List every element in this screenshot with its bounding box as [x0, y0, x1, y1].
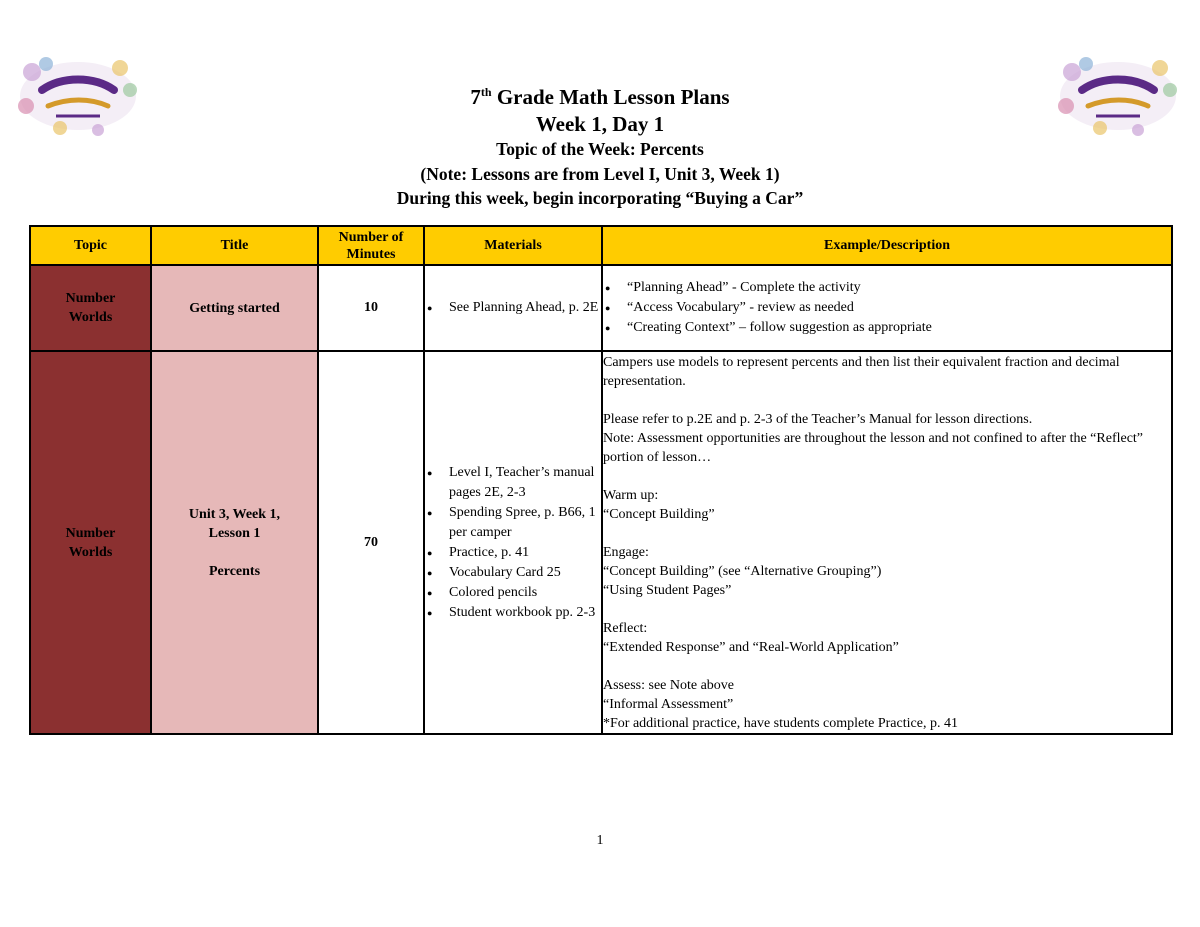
list-item: ● See Planning Ahead, p. 2E — [425, 298, 601, 318]
warm-label: Warm up: — [603, 488, 659, 503]
header-topic: Topic — [30, 226, 151, 265]
list-item: ● Vocabulary Card 25 — [425, 563, 601, 583]
table-row — [30, 265, 1172, 351]
engage-item: “Concept Building” (see “Alternative Grouping”) — [603, 564, 882, 579]
list-item: ● “Creating Context” – follow suggestion as appropriate — [603, 318, 1171, 338]
lesson-plan-table — [29, 225, 1173, 735]
reflect-item: “Extended Response” and “Real-World Application” — [603, 640, 899, 655]
grade-number: 7 — [470, 85, 481, 109]
header-minutes-line2: Minutes — [346, 246, 396, 262]
list-item: ● Colored pencils — [425, 583, 601, 603]
title-line2: Lesson 1 — [208, 525, 261, 541]
title-line1: Unit 3, Week 1, — [188, 506, 281, 522]
topic-line2: Worlds — [68, 544, 113, 560]
header-minutes-line1: Number of — [338, 229, 404, 245]
list-item: ● “Planning Ahead” - Complete the activity — [603, 278, 1171, 298]
example-text — [603, 353, 1171, 733]
engage-item: “Using Student Pages” — [603, 583, 732, 598]
engage-label: Engage: — [603, 545, 649, 560]
topic-line2: Worlds — [68, 310, 113, 325]
topic-line1: Number — [65, 525, 116, 541]
header-title: Title — [151, 226, 318, 265]
assess-label: Assess: see Note above — [603, 678, 735, 693]
topic-of-week: Topic of the Week: Percents — [496, 139, 704, 159]
page-title — [0, 78, 1200, 111]
materials-list — [425, 298, 601, 318]
example-cell — [602, 351, 1172, 734]
header-example: Example/Description — [602, 226, 1172, 265]
refer-text: Please refer to p.2E and p. 2-3 of the Teacher’s Manual for lesson directions. — [603, 412, 1033, 427]
header-materials: Materials — [424, 226, 602, 265]
list-item: ● Practice, p. 41 — [425, 543, 601, 563]
list-item: ● “Access Vocabulary” - review as needed — [603, 298, 1171, 318]
incorporating-note: During this week, begin incorporating “Buying a Car” — [396, 188, 804, 208]
week-day: Week 1, Day 1 — [535, 112, 665, 136]
example-cell — [602, 265, 1172, 351]
materials-list — [425, 463, 601, 623]
note-text: Note: Assessment opportunities are throughout the lesson and not confined to after the “Reflect” portion of lesson… — [603, 431, 1144, 465]
topic-line1: Number — [65, 291, 116, 306]
example-list — [603, 278, 1171, 338]
list-item: ● Spending Spree, p. B66, 1 per camper — [425, 503, 601, 543]
topic-cell — [30, 265, 151, 351]
header-minutes — [318, 226, 424, 265]
lesson-note: (Note: Lessons are from Level I, Unit 3, Week 1) — [420, 163, 780, 184]
title-cell — [151, 351, 318, 734]
extra-practice: *For additional practice, have students complete Practice, p. 41 — [603, 716, 958, 731]
page-number: 1 — [596, 833, 604, 848]
title-line3: Percents — [208, 563, 261, 579]
materials-cell — [424, 351, 602, 734]
list-item: ● Level I, Teacher’s manual pages 2E, 2-3 — [425, 463, 601, 503]
assess-item: “Informal Assessment” — [603, 697, 734, 712]
page-header — [0, 78, 1200, 211]
grade-suffix: th — [480, 85, 492, 99]
materials-cell — [424, 265, 602, 351]
intro-text: Campers use models to represent percents and then list their equivalent fraction and decimal representation. — [603, 355, 1120, 389]
title-cell: Getting started — [151, 265, 318, 351]
table-header-row — [30, 226, 1172, 265]
reflect-label: Reflect: — [603, 621, 648, 636]
minutes-cell: 70 — [318, 351, 424, 734]
minutes-cell: 10 — [318, 265, 424, 351]
table-row — [30, 351, 1172, 734]
topic-cell — [30, 351, 151, 734]
list-item: ● Student workbook pp. 2-3 — [425, 603, 601, 623]
title-rest: Grade Math Lesson Plans — [491, 85, 730, 109]
warm-item: “Concept Building” — [603, 507, 715, 522]
